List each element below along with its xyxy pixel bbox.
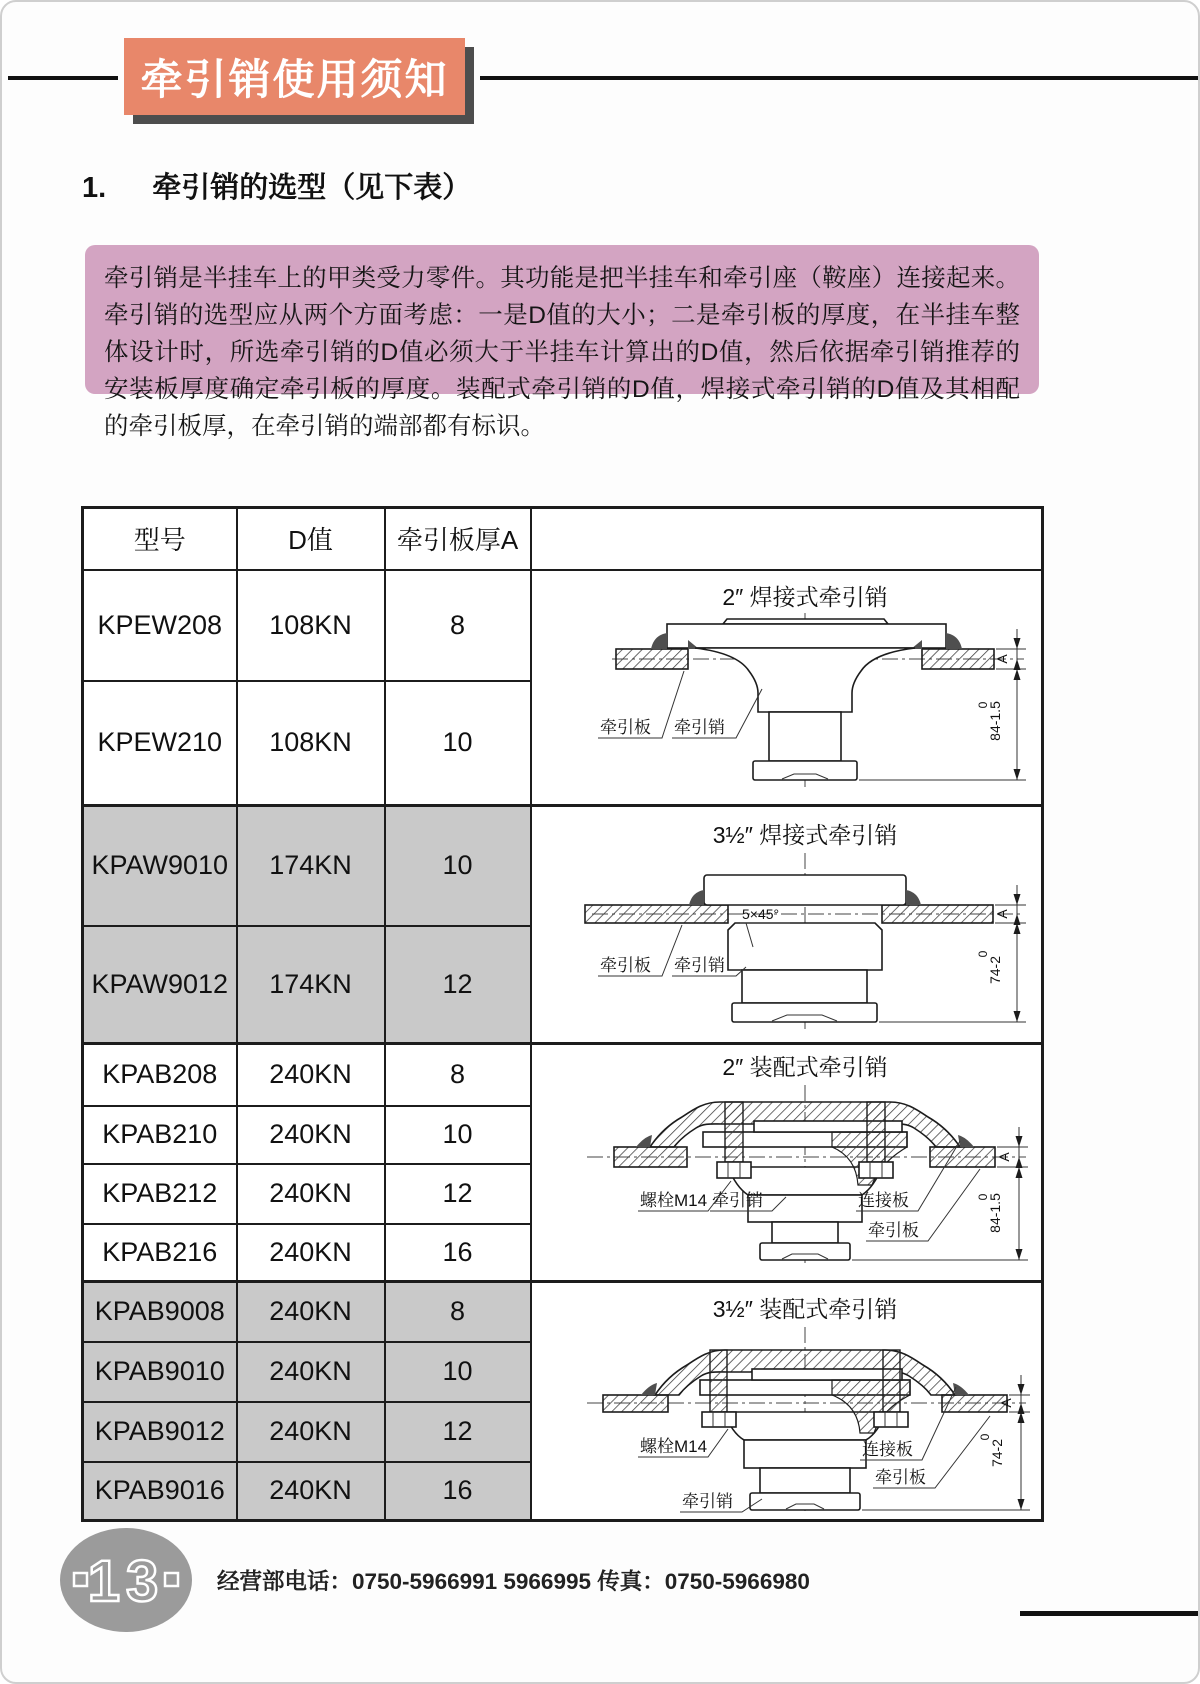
bolt-right [883, 1350, 900, 1412]
dim-arrow [1015, 1136, 1022, 1147]
dim-a-label: A [993, 653, 1010, 664]
diagram-cell-asm35 [531, 1282, 1043, 1521]
intro-text: 牵引销是半挂车上的甲类受力零件。其功能是把半挂车和牵引座（鞍座）连接起来。牵引销的选型应从两个方面考虑：一是D值的大小；二是牵引板的厚度，在半挂车整体设计时，所选牵引销的D值必须大于半挂车计算出的D值，然后依据牵引销推荐的安装板厚度确定牵引板的厚度。装配式牵引销的D值，焊接式牵引销的D值及其相配的牵引板厚，在牵引销的端部都有标识。 [104, 265, 1020, 440]
table-row [83, 806, 1043, 926]
traction-plate-left [614, 1147, 687, 1167]
bolt-left [710, 1350, 727, 1412]
dim-arrow [1013, 1011, 1020, 1022]
pin-bottom-flange [753, 761, 857, 780]
cell-thickness: 10 [385, 681, 531, 806]
cell-thickness: 10 [385, 806, 531, 926]
intro-callout [85, 245, 1039, 440]
pin-neck [769, 712, 841, 761]
cell-dvalue: 240KN [237, 1164, 385, 1224]
cell-dvalue: 240KN [237, 1224, 385, 1282]
weld-bead-left [651, 633, 667, 649]
cell-model: KPAB208 [83, 1044, 237, 1106]
dim-arrow [1013, 659, 1020, 670]
diagram-cell-weld35 [531, 806, 1043, 1044]
page-title: 牵引销使用须知 [140, 55, 449, 103]
dim-height-label: 84-1.5 [986, 1193, 1003, 1233]
traction-plate-left [616, 649, 688, 669]
cell-thickness: 16 [385, 1224, 531, 1282]
dim-a-label: A [993, 909, 1010, 919]
chamfer-label: 5×45° [741, 906, 779, 922]
table-header-row [83, 508, 1043, 570]
col-header-model: 型号 [83, 508, 237, 570]
cell-model: KPEW210 [83, 681, 237, 806]
col-header-dvalue: D值 [237, 508, 385, 570]
cell-thickness: 8 [385, 1282, 531, 1342]
pin-neck [760, 1468, 850, 1493]
pin-label: 牵引销 [681, 1492, 733, 1511]
cell-dvalue: 174KN [237, 926, 385, 1044]
header-rule-right [480, 76, 1198, 80]
diagram-title: 2″ 焊接式牵引销 [721, 583, 888, 610]
traction-plate-right [922, 649, 994, 669]
diagram-3.5inch-assembled-kingpin [532, 1283, 1040, 1518]
pin-trunk [748, 1195, 862, 1222]
diagram-2inch-assembled-kingpin [532, 1045, 1040, 1279]
dim-height-label: 84-1.5 [986, 700, 1003, 741]
page-title-banner [124, 38, 465, 115]
cell-model: KPAW9012 [83, 926, 237, 1044]
pin-trunk [728, 923, 882, 970]
table-row [83, 570, 1043, 681]
section-number: 1. [82, 172, 107, 204]
dim-arrow [1013, 914, 1020, 925]
page-number-badge [58, 1526, 194, 1634]
dim-a-label: A [995, 1152, 1012, 1162]
col-header-diagram [531, 508, 1043, 570]
dim-arrow [1017, 1403, 1024, 1414]
traction-plate-right [930, 1147, 995, 1167]
cell-dvalue: 240KN [237, 1462, 385, 1521]
cell-model: KPAW9010 [83, 806, 237, 926]
traction-plate-right [882, 905, 993, 923]
traction-plate-left [585, 905, 728, 923]
footer-contact: 经营部电话：0750-5966991 5966995 传真：0750-5966980 [217, 1569, 810, 1594]
nut-right [859, 1162, 893, 1178]
dim-arrow [1013, 894, 1020, 905]
weld-bead-right [946, 633, 962, 649]
cell-model: KPAB210 [83, 1106, 237, 1164]
table-row [83, 1044, 1043, 1106]
diagram-title: 2″ 装配式牵引销 [721, 1054, 888, 1080]
weld-bead-right [906, 890, 921, 905]
pin-neck [742, 970, 867, 1003]
dim-arrow [1015, 1157, 1022, 1168]
bolt-right [867, 1102, 885, 1162]
dim-arrow [1013, 669, 1020, 680]
diagram-3.5inch-welded-kingpin [532, 807, 1040, 1041]
cell-thickness: 12 [385, 926, 531, 1044]
dim-tolerance-label: 0 [977, 1433, 992, 1441]
pin-bottom-flange [732, 1003, 877, 1022]
pin-flange [667, 624, 946, 648]
cell-dvalue: 240KN [237, 1106, 385, 1164]
pin-shoulder [695, 648, 915, 712]
cell-thickness: 8 [385, 1044, 531, 1106]
bolt-label: 螺栓M14 [639, 1191, 707, 1210]
dim-arrow [1017, 1499, 1024, 1510]
pin-label: 牵引销 [711, 1191, 763, 1210]
cell-thickness: 12 [385, 1164, 531, 1224]
bolt-left [725, 1102, 743, 1162]
cell-dvalue: 108KN [237, 570, 385, 681]
cell-thickness: 16 [385, 1462, 531, 1521]
plate-label: 牵引板 [599, 717, 651, 737]
nut-right [874, 1412, 908, 1427]
cell-model: KPAB212 [83, 1164, 237, 1224]
cell-dvalue: 108KN [237, 681, 385, 806]
cell-thickness: 12 [385, 1402, 531, 1462]
cell-thickness: 10 [385, 1106, 531, 1164]
table-row [83, 1282, 1043, 1342]
dim-arrow [1013, 769, 1020, 780]
connection-plate-label: 连接板 [857, 1191, 909, 1210]
pin-bottom-flange [750, 1493, 860, 1510]
bolt-label: 螺栓M14 [639, 1437, 707, 1456]
dim-arrow [1015, 1167, 1022, 1178]
cell-model: KPAB9016 [83, 1462, 237, 1521]
dim-height-label: 74-2 [986, 955, 1003, 985]
plate-label: 牵引板 [867, 1221, 919, 1240]
plate-label: 牵引板 [874, 1468, 926, 1487]
cell-model: KPAB9012 [83, 1402, 237, 1462]
dim-tolerance-label: 0 [975, 1193, 990, 1201]
dim-tolerance-label: 0 [975, 701, 990, 708]
diagram-cell-asm2 [531, 1044, 1043, 1282]
diagram-title: 3½″ 焊接式牵引销 [712, 822, 897, 848]
nut-left [702, 1412, 736, 1427]
nut-left [717, 1162, 751, 1178]
footer-rule [1020, 1611, 1198, 1616]
traction-plate-left [603, 1395, 668, 1412]
pin-label: 牵引销 [673, 956, 725, 975]
dim-height-label: 74-2 [988, 1438, 1005, 1468]
dim-arrow [1013, 638, 1020, 649]
pin-head [704, 875, 906, 905]
section-heading [82, 165, 471, 206]
col-header-plate-thickness: 牵引板厚A [385, 508, 531, 570]
pin-neck [772, 1222, 838, 1243]
cell-thickness: 10 [385, 1342, 531, 1402]
section-title: 牵引销的选型（见下表） [152, 172, 472, 204]
cell-model: KPAB216 [83, 1224, 237, 1282]
diagram-2inch-welded-kingpin [532, 571, 1040, 803]
plate-label: 牵引板 [599, 956, 651, 975]
dim-arrow [1017, 1384, 1024, 1395]
cell-dvalue: 240KN [237, 1402, 385, 1462]
page-number: 13 [87, 1549, 165, 1614]
pin-label: 牵引销 [673, 717, 725, 737]
cell-model: KPAB9010 [83, 1342, 237, 1402]
dim-a-label: A [997, 1398, 1014, 1408]
pin-trunk [744, 1440, 866, 1468]
dim-tolerance-label: 0 [975, 950, 990, 958]
weld-bead-left [689, 890, 704, 905]
cell-dvalue: 240KN [237, 1282, 385, 1342]
kingpin-selection-table [81, 506, 1044, 1522]
weld-wedge-right [958, 1135, 974, 1147]
weld-wedge-left [636, 1135, 652, 1147]
connection-plate-label: 连接板 [861, 1440, 913, 1459]
cell-thickness: 8 [385, 570, 531, 681]
diagram-title: 3½″ 装配式牵引销 [712, 1296, 897, 1322]
cell-dvalue: 174KN [237, 806, 385, 926]
dim-arrow [1015, 1249, 1022, 1260]
cell-model: KPAB9008 [83, 1282, 237, 1342]
header-rule-left [8, 76, 118, 80]
pin-bottom-flange [760, 1243, 850, 1260]
cell-dvalue: 240KN [237, 1044, 385, 1106]
diagram-cell-weld2 [531, 570, 1043, 806]
rub-plate [752, 1369, 902, 1380]
weld-wedge-left [641, 1383, 657, 1395]
cell-model: KPEW208 [83, 570, 237, 681]
cell-dvalue: 240KN [237, 1342, 385, 1402]
